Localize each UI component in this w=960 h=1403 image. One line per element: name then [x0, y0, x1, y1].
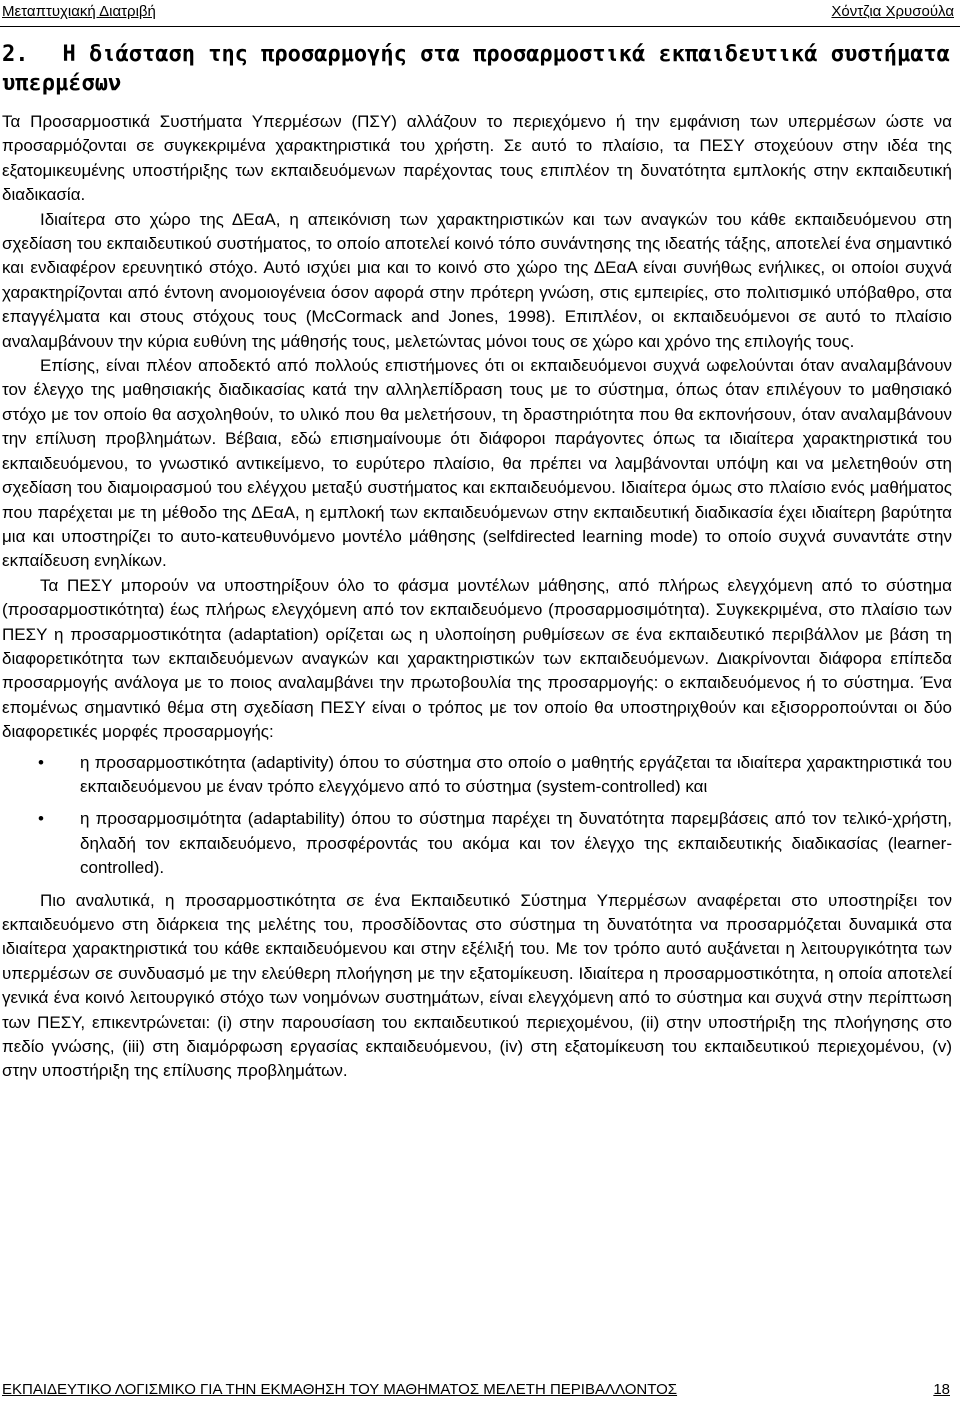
paragraph-dea: Ιδιαίτερα στο χώρο της ΔΕαΑ, η απεικόνιση των χαρακτηριστικών και των αναγκών του κάθε εκπαιδευόμενου στη σχεδίαση του εκπαιδευτικού συστήματος, το οποίο αποτελεί κοινό τόπο συνάντησης της ιδεατής τάξης, αποτελεί ένα σημαντικό και ενδιαφέρον ερευνητικό στόχο. Αυτό ισχύει μια και το κοινό στο χώρο της ΔΕαΑ είναι συνήθως ενήλικες, οι οποίοι συχνά χαρακτηρίζονται από έντονη ανομοιογένεια όσον αφορά στην πρότερη γνώση, στις εμπειρίες, στο πολιτισμικό υπόβαθρο, στα επαγγέλματα και στους στόχους τους (McCormack and Jones, 1998). Επιπλέον, οι εκπαιδευόμενοι σε αυτό το πλαίσιο αναλαμβάνουν την κύρια ευθύνη της μάθησής τους, μελετώντας μόνοι τους σε χώρο και χρόνο της επιλογής τους. [2, 209, 952, 351]
list-item [2, 807, 952, 880]
adaptation-list [2, 751, 952, 881]
header-thesis-label: Μεταπτυχιακή Διατριβή [2, 3, 156, 20]
page-body [2, 40, 952, 1084]
paragraph-learner-control: Επίσης, είναι πλέον αποδεκτό από πολλούς επιστήμονες ότι οι εκπαιδευόμενοι συχνά ωφελούνται όταν αναλαμβάνουν τον έλεγχο της μαθησιακής διαδικασίας κατά την αλληλεπίδραση τους με το σύστημα, όπως όταν επιλέγουν το μαθησιακό στόχο με τον οποίο θα ασχοληθούν, το υλικό που θα μελετήσουν, τη δραστηριότητα που θα εκπονήσουν, όταν αναλαμβάνουν την επίλυση προβλημάτων. Βέβαια, εδώ επισημαίνουμε ότι διάφοροι παράγοντες όπως τα ιδιαίτερα χαρακτηριστικά του εκπαιδευόμενου, το γνωστικό αντικείμενο, το ευρύτερο πλαίσιο, θα πρέπει να λαμβάνονται υπόψη και να μελετηθούν στη σχεδίαση του διαμοιρασμού του ελέγχου μεταξύ συστήματος και εκπαιδευόμενου. Ιδιαίτερα όμως στο πλαίσιο ενός μαθήματος που παρέχεται με τη μέθοδο της ΔΕαΑ, η εμπλοκή των εκπαιδευόμενων στην εκπαιδευτική διαδικασία έχει ιδιαίτερη βαρύτητα μια και υποστηρίζει το αυτο-κατευθυνόμενο μοντέλο μάθησης (selfdirected learning mode) το οποίο συχνά συναντάτε στην εκπαίδευση ενηλίκων. [2, 356, 952, 571]
section-title: Η διάσταση της προσαρμογής στα προσαρμοστικά εκπαιδευτικά συστήματα υπερμέσων [2, 42, 950, 96]
footer-title: ΕΚΠΑΙΔΕΥΤΙΚΟ ΛΟΓΙΣΜΙΚΟ ΓΙΑ ΤΗΝ ΕΚΜΑΘΗΣΗ ΤΟΥ ΜΑΘΗΜΑΤΟΣ ΜΕΛΕΤΗ ΠΕΡΙΒΑΛΛΟΝΤΟΣ [2, 1381, 678, 1398]
page-header [0, 0, 960, 27]
paragraph-closing: Πιο αναλυτικά, η προσαρμοστικότητα σε ένα Εκπαιδευτικό Σύστημα Υπερμέσων αναφέρεται στο υποστηρίξει τον εκπαιδευόμενο στη διάρκεια της μελέτης του, προσδίδοντας στο σύστημα τη δυνατότητα να προσαρμόζεται δυναμικά στα ιδιαίτερα χαρακτηριστικά του κάθε εκπαιδευόμενου και στην εξέλιξή του. Με τον τρόπο αυτό αυξάνεται η λειτουργικότητα των υπερμέσων σε συνδυασμό με την ελεύθερη πλοήγηση με την εξατομίκευση. Ιδιαίτερα η προσαρμοστικότητα, η οποία αποτελεί γενικά ένα κοινό λειτουργικό στόχο των νοημόνων συστημάτων, είναι ελεγχόμενη από το σύστημα και συχνά στην περίπτωση των ΠΕΣΥ, επικεντρώνεται: (i) στην παρουσίαση του εκπαιδευτικού περιεχομένου, (ii) στην υποστήριξη της πλοήγησης στο πεδίο γνώσης, (iii) στη διαμόρφωση εργασίας εκπαιδευόμενου, (iv) στη εξατομίκευση του εκπαιδευτικού περιεχομένου, (v) στην υποστήριξη της επίλυσης προβλημάτων. [2, 890, 952, 1081]
section-number: 2. [2, 42, 29, 67]
bullet-icon: • [38, 809, 44, 829]
list-item-text: η προσαρμοστικότητα (adaptivity) όπου το σύστημα στο οποίο ο μαθητής εργάζεται τα ιδιαίτερα χαρακτηριστικά του εκπαιδευόμενου με έναν τρόπο ελεγχόμενο από το σύστημα (system-controlled) και [80, 752, 952, 796]
paragraph-adaptation-forms: Τα ΠΕΣΥ μπορούν να υποστηρίξουν όλο το φάσμα μοντέλων μάθησης, από πλήρως ελεγχόμενη από το σύστημα (προσαρμοστικότητα) έως πλήρως ελεγχόμενη από τον εκπαιδευόμενο (προσαρμοσιμότητα). Συγκεκριμένα, στο πλαίσιο των ΠΕΣΥ η προσαρμοστικότητα (adaptation) ορίζεται ως η υλοποίηση ρυθμίσεων σε ένα εκπαιδευτικό περιβάλλον με βάση τη διαφορετικότητα των εκπαιδευόμενων αναγκών και χαρακτηριστικών των εκπαιδευόμενων. Διακρίνονται διάφορα επίπεδα προσαρμογής ανάλογα με το ποιος αναλαμβάνει την πρωτοβουλία της προσαρμογής: ο εκπαιδευόμενος ή το σύστημα. Ένα επομένως σημαντικό θέμα στη σχεδίαση ΠΕΣΥ είναι ο τρόπος με τον οποίο θα υποστηριχθούν και εξισορροπούνται οι δύο διαφορετικές μορφές προσαρμογής: [2, 575, 952, 742]
list-item-text: η προσαρμοσιμότητα (adaptability) όπου το σύστημα παρέχει τη δυνατότητα παρεμβάσεις από τον τελικό-χρήστη, δηλαδή τον εκπαιδευόμενο, προσφέροντάς του ακόμα και τον έλεγχο της εκπαιδευτικής διαδικασίας (learner-controlled). [80, 809, 952, 878]
section-heading [2, 40, 952, 98]
header-author-name: Χόντζια Χρυσούλα [831, 3, 954, 20]
bullet-icon: • [38, 752, 44, 772]
paragraph-intro: Τα Προσαρμοστικά Συστήματα Υπερμέσων (ΠΣΥ) αλλάζουν το περιεχόμενο ή την εμφάνιση των υπερμέσων ώστε να προσαρμόζονται σε συγκεκριμένα χαρακτηριστικά του χρήστη. Σε αυτό το πλαίσιο, τα ΠΕΣΥ στοχεύουν στην ιδέα της εξατομικευμένης υποστήριξης των εκπαιδευόμενων παρέχοντας τους επιπλέον τη δυνατότητα εμπλοκής στην εκπαιδευτική διαδικασία. [2, 112, 952, 205]
list-item [2, 751, 952, 800]
page-number: 18 [933, 1381, 950, 1398]
